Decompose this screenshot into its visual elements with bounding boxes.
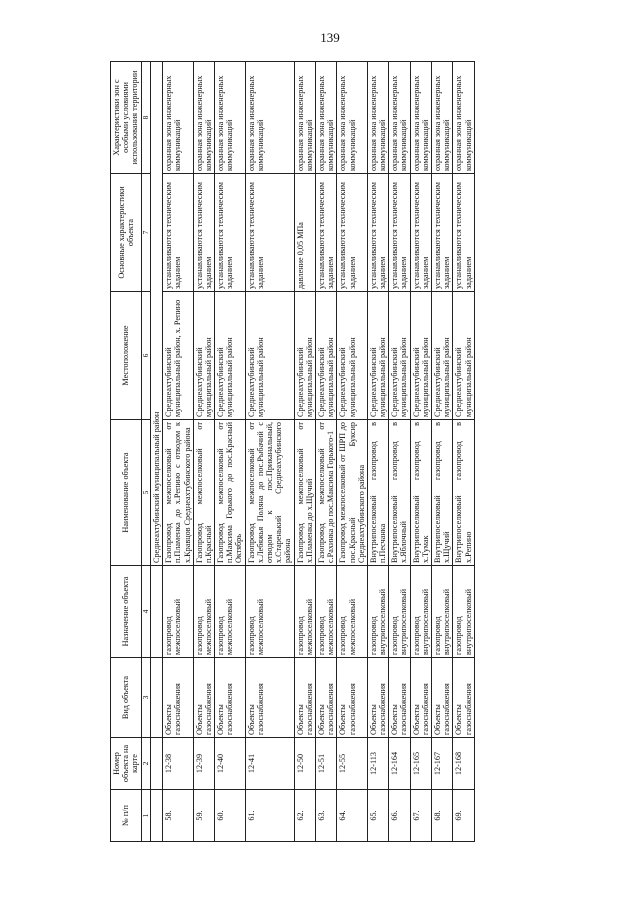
zone-characteristics: охранная зона инженерных коммуникаций (245, 62, 294, 174)
object-characteristics: устанавливаются техническим заданием (163, 174, 194, 292)
object-name: Газопровод межпоселковый от х.Лебяжья Поляна до пос.Рыбачий с отводом к пос.Приканальный, х.Старенький Среднеахтубинского района (245, 420, 294, 566)
zone-characteristics: охранная зона инженерных коммуникаций (367, 62, 388, 174)
zone-characteristics: охранная зона инженерных коммуникаций (337, 62, 368, 174)
object-purpose: газопровод межпоселковый (163, 566, 194, 658)
object-purpose: газопровод межпоселковый (315, 566, 336, 658)
object-characteristics: устанавливаются техническим заданием (245, 174, 294, 292)
row-number: 60. (215, 790, 246, 842)
row-number: 61. (245, 790, 294, 842)
rotated-table-container (110, 62, 580, 842)
table-row (215, 62, 246, 842)
object-type: Объекты газоснабжения (337, 658, 368, 738)
object-type: Объекты газоснабжения (389, 658, 410, 738)
table-row (294, 62, 315, 842)
row-number: 59. (193, 790, 214, 842)
object-type: Объекты газоснабжения (453, 658, 474, 738)
object-location: Среднеахтубинский муниципальный район (315, 292, 336, 420)
row-number: 58. (163, 790, 194, 842)
map-object-number: 12-51 (315, 738, 336, 790)
row-number: 68. (432, 790, 453, 842)
object-type: Объекты газоснабжения (294, 658, 315, 738)
column-number: 7 (141, 174, 150, 292)
object-location: Среднеахтубинский муниципальный район (294, 292, 315, 420)
table-row (367, 62, 388, 842)
object-type: Объекты газоснабжения (367, 658, 388, 738)
object-characteristics: устанавливаются техническим заданием (367, 174, 388, 292)
row-number: 62. (294, 790, 315, 842)
object-location: Среднеахтубинский муниципальный район (193, 292, 214, 420)
object-name: Внутрипоселковый газопровод в п.Песчанка (367, 420, 388, 566)
object-purpose: газопровод межпоселковый (215, 566, 246, 658)
zone-characteristics: охранная зона инженерных коммуникаций (389, 62, 410, 174)
object-type: Объекты газоснабжения (163, 658, 194, 738)
object-purpose: газопровод внутрипоселковый (432, 566, 453, 658)
table-row (410, 62, 431, 842)
header-cell: № п/п (111, 790, 142, 842)
column-number: 5 (141, 420, 150, 566)
header-cell: Номер объекта на карте (111, 738, 142, 790)
zone-characteristics: охранная зона инженерных коммуникаций (432, 62, 453, 174)
object-type: Объекты газоснабжения (245, 658, 294, 738)
object-characteristics: устанавливаются техническим заданием (410, 174, 431, 292)
object-purpose: газопровод внутрипоселковый (453, 566, 474, 658)
object-name: Газопровод межпоселковый от п.Пламенка до х.Репино с отводом к х.Кравцов Среднеахтубинского района (163, 420, 194, 566)
header-cell: Основные характеристики объекта (111, 174, 142, 292)
object-purpose: газопровод внутрипоселковый (389, 566, 410, 658)
column-number: 6 (141, 292, 150, 420)
header-row (111, 62, 142, 842)
table-row (163, 62, 194, 842)
object-type: Объекты газоснабжения (193, 658, 214, 738)
section-row (150, 62, 162, 842)
object-location: Среднеахтубинский муниципальный район, х. Репино (163, 292, 194, 420)
object-name: Газопровод межпоселковый от п.Максима Горького до пос.Красный Октябрь (215, 420, 246, 566)
object-characteristics: устанавливаются техническим заданием (337, 174, 368, 292)
object-characteristics: устанавливаются техническим заданием (453, 174, 474, 292)
table-row (432, 62, 453, 842)
map-object-number: 12-41 (245, 738, 294, 790)
zone-characteristics: охранная зона инженерных коммуникаций (163, 62, 194, 174)
object-name: Газопровод межпоселковый от п.Красный (193, 420, 214, 566)
object-location: Среднеахтубинский муниципальный район (389, 292, 410, 420)
zone-characteristics: охранная зона инженерных коммуникаций (193, 62, 214, 174)
column-number: 4 (141, 566, 150, 658)
zone-characteristics: охранная зона инженерных коммуникаций (294, 62, 315, 174)
row-number: 69. (453, 790, 474, 842)
object-purpose: газопровод межпоселковый (294, 566, 315, 658)
map-object-number: 12-168 (453, 738, 474, 790)
row-number: 67. (410, 790, 431, 842)
table-row (389, 62, 410, 842)
column-number-row (141, 62, 150, 842)
object-location: Среднеахтубинский муниципальный район (215, 292, 246, 420)
object-name: Газопровод межпоселковый от с.Рахинка до пос.Максима Горького-1 (315, 420, 336, 566)
object-location: Среднеахтубинский муниципальный район (453, 292, 474, 420)
object-name: Внутрипоселковый газопровод в х.Тумак (410, 420, 431, 566)
table-row (337, 62, 368, 842)
map-object-number: 12-165 (410, 738, 431, 790)
object-location: Среднеахтубинский муниципальный район (432, 292, 453, 420)
object-type: Объекты газоснабжения (410, 658, 431, 738)
page-number: 139 (320, 30, 340, 45)
object-type: Объекты газоснабжения (315, 658, 336, 738)
map-object-number: 12-39 (193, 738, 214, 790)
object-purpose: газопровод межпоселковый (337, 566, 368, 658)
column-number: 2 (141, 738, 150, 790)
object-characteristics: устанавливаются техническим заданием (389, 174, 410, 292)
row-number: 65. (367, 790, 388, 842)
header-cell: Вид объекта (111, 658, 142, 738)
map-object-number: 12-40 (215, 738, 246, 790)
object-location: Среднеахтубинский муниципальный район (245, 292, 294, 420)
zone-characteristics: охранная зона инженерных коммуникаций (453, 62, 474, 174)
header-cell: Местоположение (111, 292, 142, 420)
object-purpose: газопровод межпоселковый (193, 566, 214, 658)
map-object-number: 12-164 (389, 738, 410, 790)
object-name: Газопровод межпоселковый от х.Пламенка до х.Щучий (294, 420, 315, 566)
table-row (453, 62, 474, 842)
row-number: 64. (337, 790, 368, 842)
header-cell: Назначение объекта (111, 566, 142, 658)
objects-table (110, 61, 475, 842)
map-object-number: 12-167 (432, 738, 453, 790)
object-location: Среднеахтубинский муниципальный район (410, 292, 431, 420)
object-type: Объекты газоснабжения (432, 658, 453, 738)
object-purpose: газопровод внутрипоселковый (367, 566, 388, 658)
zone-characteristics: охранная зона инженерных коммуникаций (410, 62, 431, 174)
header-cell: Наименование объекта (111, 420, 142, 566)
map-object-number: 12-50 (294, 738, 315, 790)
object-name: Внутрипоселковый газопровод в х.Щучий (432, 420, 453, 566)
object-characteristics: устанавливаются техническим заданием (193, 174, 214, 292)
column-number: 3 (141, 658, 150, 738)
object-characteristics: устанавливаются техническим заданием (432, 174, 453, 292)
map-object-number: 12-113 (367, 738, 388, 790)
object-characteristics: устанавливаются техническим заданием (215, 174, 246, 292)
zone-characteristics: охранная зона инженерных коммуникаций (215, 62, 246, 174)
object-characteristics: устанавливаются техническим заданием (315, 174, 336, 292)
object-name: Внутрипоселковый газопровод в х.Репино (453, 420, 474, 566)
table-row (315, 62, 336, 842)
map-object-number: 12-38 (163, 738, 194, 790)
header-cell: Характеристики зон с особыми условиями использования территории (111, 62, 142, 174)
column-number: 8 (141, 62, 150, 174)
row-number: 63. (315, 790, 336, 842)
row-number: 66. (389, 790, 410, 842)
object-characteristics: давление 0,05 МПа (294, 174, 315, 292)
table-row (193, 62, 214, 842)
object-purpose: газопровод межпоселковый (245, 566, 294, 658)
object-type: Объекты газоснабжения (215, 658, 246, 738)
object-name: Внутрипоселковый газопровод в х.Яблочный (389, 420, 410, 566)
map-object-number: 12-55 (337, 738, 368, 790)
object-name: Газопровод межпоселковый от ШРП до пос.Красный Буксир Среднеахтубинского района (337, 420, 368, 566)
object-purpose: газопровод внутрипоселковый (410, 566, 431, 658)
object-location: Среднеахтубинский муниципальный район (337, 292, 368, 420)
table-row (245, 62, 294, 842)
column-number: 1 (141, 790, 150, 842)
object-location: Среднеахтубинский муниципальный район (367, 292, 388, 420)
zone-characteristics: охранная зона инженерных коммуникаций (315, 62, 336, 174)
section-title: Среднеахтубинский муниципальный район (150, 62, 162, 566)
